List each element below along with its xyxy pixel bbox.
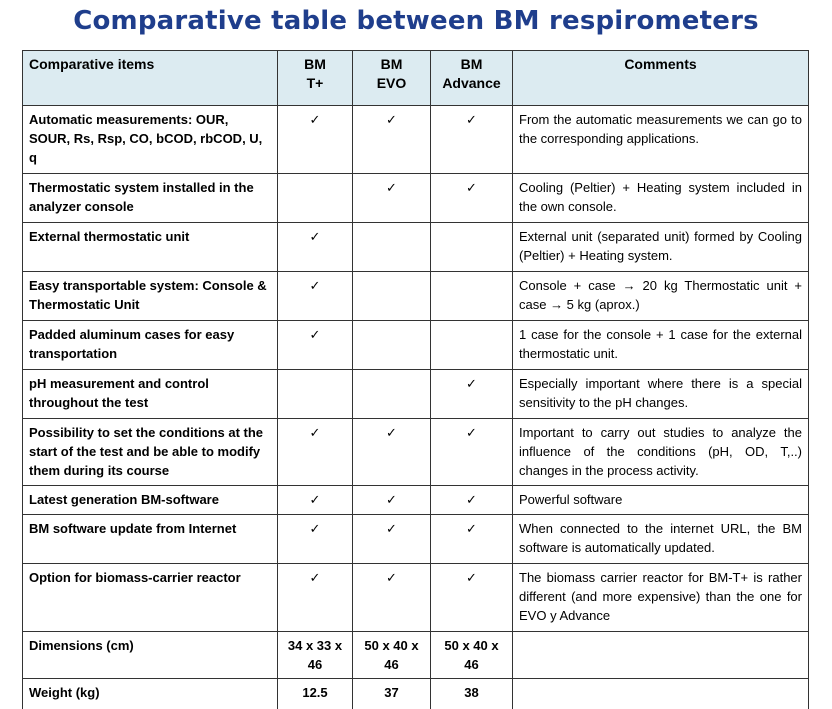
page-title: Comparative table between BM respirometers xyxy=(73,6,759,36)
check-icon xyxy=(278,174,353,223)
row-comment: External unit (separated unit) formed by Cooling (Peltier) + Heating system. xyxy=(513,223,809,272)
table-row xyxy=(23,174,809,223)
check-icon: ✓ xyxy=(431,419,513,486)
row-comment: Especially important where there is a special sensitivity to the pH changes. xyxy=(513,370,809,419)
check-icon: ✓ xyxy=(353,515,431,564)
table-row xyxy=(23,321,809,370)
check-icon: ✓ xyxy=(431,486,513,515)
row-item: Easy transportable system: Console & Thermostatic Unit xyxy=(23,272,278,321)
header-comparative-items: Comparative items xyxy=(23,51,278,106)
table-row xyxy=(23,486,809,515)
table-row xyxy=(23,679,809,709)
table-row xyxy=(23,370,809,419)
header-bm-advance xyxy=(431,51,513,106)
check-icon: ✓ xyxy=(431,564,513,632)
check-icon: ✓ xyxy=(353,486,431,515)
check-icon: ✓ xyxy=(431,174,513,223)
header-bm-evo-line2: EVO xyxy=(376,75,407,91)
row-comment: The biomass carrier reactor for BM-T+ is rather different (and more expensive) than the one for EVO y Advance xyxy=(513,564,809,632)
check-icon xyxy=(353,272,431,321)
row-item: External thermostatic unit xyxy=(23,223,278,272)
row-item: Latest generation BM-software xyxy=(23,486,278,515)
comparison-table xyxy=(22,50,809,709)
dimensions-value: 50 x 40 x 46 xyxy=(353,632,431,679)
row-item: Padded aluminum cases for easy transportation xyxy=(23,321,278,370)
check-icon: ✓ xyxy=(431,106,513,174)
row-comment xyxy=(513,632,809,679)
row-comment: Important to carry out studies to analyze the influence of the conditions (pH, OD, T,..) changes in the process activity. xyxy=(513,419,809,486)
check-icon: ✓ xyxy=(431,515,513,564)
row-comment: When connected to the internet URL, the BM software is automatically updated. xyxy=(513,515,809,564)
dimensions-value: 50 x 40 x 46 xyxy=(431,632,513,679)
check-icon: ✓ xyxy=(278,515,353,564)
row-item: Dimensions (cm) xyxy=(23,632,278,679)
header-bm-evo xyxy=(353,51,431,106)
row-item: BM software update from Internet xyxy=(23,515,278,564)
check-icon xyxy=(431,223,513,272)
table-row xyxy=(23,632,809,679)
header-bm-t-plus-line2: T+ xyxy=(306,75,324,91)
check-icon: ✓ xyxy=(353,106,431,174)
row-item: Option for biomass-carrier reactor xyxy=(23,564,278,632)
row-comment: Powerful software xyxy=(513,486,809,515)
header-bm-t-plus xyxy=(278,51,353,106)
check-icon xyxy=(353,370,431,419)
row-comment: From the automatic measurements we can go to the corresponding applications. xyxy=(513,106,809,174)
header-bm-t-plus-line1: BM xyxy=(304,56,326,72)
check-icon xyxy=(353,321,431,370)
table-row xyxy=(23,564,809,632)
check-icon xyxy=(353,223,431,272)
check-icon: ✓ xyxy=(278,419,353,486)
check-icon xyxy=(278,370,353,419)
weight-value: 37 xyxy=(353,679,431,709)
row-comment: Console + case → 20 kg Thermostatic unit + case → 5 kg (aprox.) xyxy=(513,272,809,321)
row-item: pH measurement and control throughout the test xyxy=(23,370,278,419)
header-bm-advance-line2: Advance xyxy=(442,75,501,91)
table-row xyxy=(23,106,809,174)
row-item: Automatic measurements: OUR, SOUR, Rs, Rsp, CO, bCOD, rbCOD, U, q xyxy=(23,106,278,174)
row-item: Weight (kg) xyxy=(23,679,278,709)
header-bm-advance-line1: BM xyxy=(460,56,483,72)
check-icon xyxy=(431,321,513,370)
row-item: Thermostatic system installed in the analyzer console xyxy=(23,174,278,223)
check-icon: ✓ xyxy=(278,272,353,321)
check-icon: ✓ xyxy=(278,223,353,272)
row-comment xyxy=(513,679,809,709)
row-item: Possibility to set the conditions at the start of the test and be able to modify them during its course xyxy=(23,419,278,486)
table-row xyxy=(23,272,809,321)
weight-value: 38 xyxy=(431,679,513,709)
table-header-row xyxy=(23,51,809,106)
row-comment: 1 case for the console + 1 case for the external thermostatic unit. xyxy=(513,321,809,370)
weight-value: 12.5 xyxy=(278,679,353,709)
check-icon: ✓ xyxy=(278,486,353,515)
check-icon: ✓ xyxy=(278,321,353,370)
check-icon: ✓ xyxy=(353,174,431,223)
check-icon: ✓ xyxy=(353,419,431,486)
header-bm-evo-line1: BM xyxy=(380,56,403,72)
row-comment: Cooling (Peltier) + Heating system included in the own console. xyxy=(513,174,809,223)
table-row xyxy=(23,223,809,272)
check-icon: ✓ xyxy=(278,564,353,632)
table-row xyxy=(23,515,809,564)
header-comments: Comments xyxy=(513,51,809,106)
check-icon: ✓ xyxy=(431,370,513,419)
check-icon xyxy=(431,272,513,321)
check-icon: ✓ xyxy=(353,564,431,632)
table-row xyxy=(23,419,809,486)
dimensions-value: 34 x 33 x 46 xyxy=(278,632,353,679)
check-icon: ✓ xyxy=(278,106,353,174)
